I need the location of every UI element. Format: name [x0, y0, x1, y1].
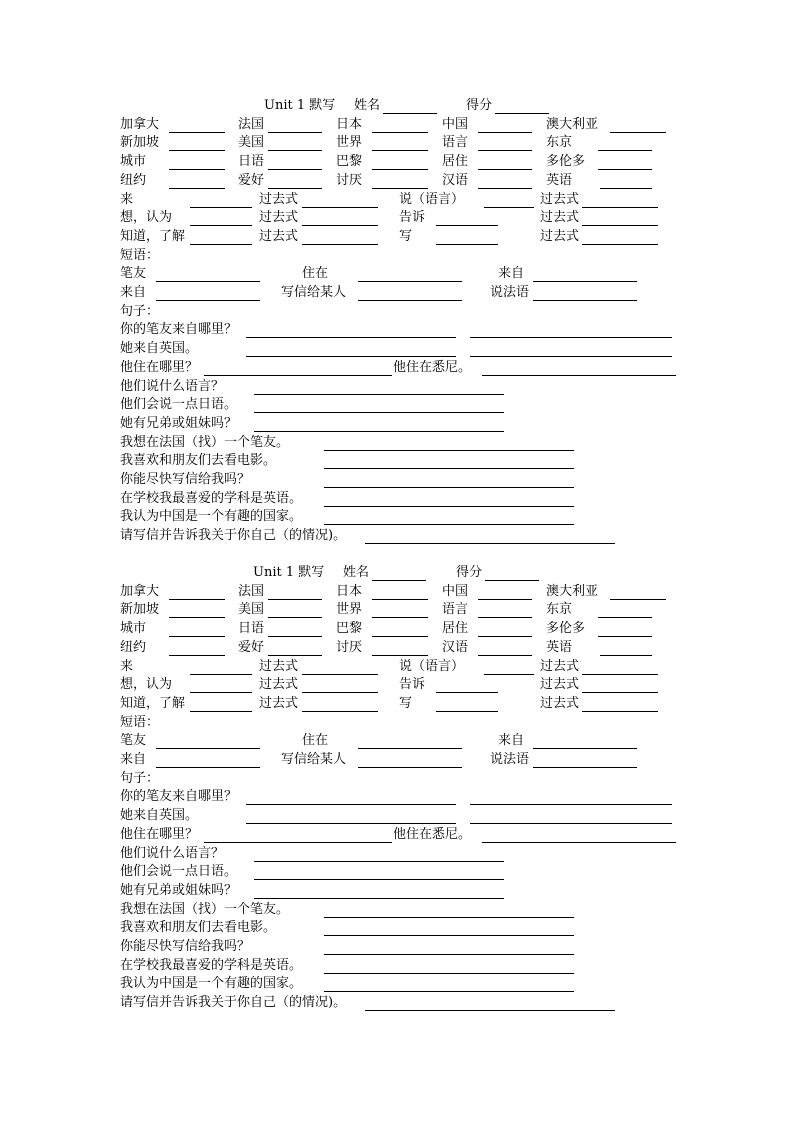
past-tense-field[interactable] [302, 674, 378, 675]
phrase-answer-field[interactable] [533, 300, 637, 301]
sentence-prompt: 他们说什么语言？ [120, 845, 225, 861]
sentence-answer-field[interactable] [246, 804, 456, 805]
vocab-answer-field[interactable] [598, 169, 652, 170]
verb-word: 写 [399, 228, 413, 244]
vocab-word: 东京 [546, 135, 573, 151]
past-tense-label: 过去式 [259, 228, 299, 244]
phrase-prompt: 住在 [302, 266, 329, 282]
past-tense-field[interactable] [582, 674, 658, 675]
sentences-heading: 句子： [120, 770, 160, 786]
vocab-word: 法国 [238, 583, 265, 599]
vocab-word: 居住 [442, 154, 469, 170]
worksheet-copy-2 [0, 467, 794, 1011]
phrase-answer-field[interactable] [156, 300, 260, 301]
vocab-word: 巴黎 [336, 621, 363, 637]
past-tense-field[interactable] [302, 711, 378, 712]
past-tense-label: 过去式 [540, 658, 580, 674]
vocab-word: 语言 [442, 135, 469, 151]
sentence-prompt: 你的笔友来自哪里？ [120, 322, 238, 338]
name-label: 姓名 [354, 98, 381, 113]
sentence-answer-field[interactable] [254, 898, 504, 899]
phrase-prompt: 来自 [498, 266, 525, 282]
vocab-answer-field[interactable] [169, 617, 225, 618]
vocab-word: 讨厌 [336, 172, 363, 188]
vocab-answer-field[interactable] [268, 132, 322, 133]
vocab-word: 汉语 [442, 639, 469, 655]
phrase-prompt: 说法语 [490, 285, 530, 300]
sentence-answer-field[interactable] [470, 337, 672, 338]
past-tense-field[interactable] [302, 244, 378, 245]
phrase-answer-field[interactable] [533, 281, 637, 282]
vocab-answer-field[interactable] [268, 599, 322, 600]
phrases-heading: 短语： [120, 247, 160, 263]
vocab-answer-field[interactable] [372, 188, 428, 189]
vocab-answer-field[interactable] [268, 188, 322, 189]
vocab-word: 城市 [120, 621, 147, 637]
vocab-answer-field[interactable] [169, 132, 225, 133]
verb-word: 写 [399, 695, 413, 711]
past-tense-label: 过去式 [540, 695, 580, 711]
name-field[interactable] [383, 113, 437, 114]
vocab-word: 语言 [442, 602, 469, 618]
past-tense-label: 过去式 [540, 677, 580, 693]
name-label: 姓名 [343, 565, 370, 580]
vocab-word: 日本 [336, 583, 363, 599]
sentence-answer-field[interactable] [365, 1010, 615, 1011]
vocab-answer-field[interactable] [372, 599, 428, 600]
sentence-prompt: 在学校我最喜爱的学科是英语。 [120, 490, 303, 506]
past-tense-field[interactable] [582, 225, 658, 226]
phrase-answer-field[interactable] [358, 748, 462, 749]
sentence-prompt: 你的笔友来自哪里？ [120, 789, 238, 805]
vocab-answer-field[interactable] [169, 599, 225, 600]
vocab-word: 汉语 [442, 172, 469, 188]
past-tense-field[interactable] [302, 225, 378, 226]
sentence-prompt: 我想在法国（找）一个笔友。 [120, 434, 290, 450]
vocab-answer-field[interactable] [372, 150, 428, 151]
past-tense-label: 过去式 [259, 677, 299, 693]
sentence-answer-field[interactable] [482, 842, 676, 843]
sentence-answer-field[interactable] [324, 917, 574, 918]
sentence-answer-field[interactable] [204, 842, 392, 843]
phrase-answer-field[interactable] [358, 300, 462, 301]
past-tense-field[interactable] [582, 692, 658, 693]
sentence-prompt: 我喜欢和朋友们去看电影。 [120, 920, 277, 936]
vocab-answer-field[interactable] [478, 655, 532, 656]
sentence-prompt: 她有兄弟或姐妹吗？ [120, 415, 238, 431]
phrase-prompt: 写信给某人 [281, 752, 347, 767]
vocab-word: 新加坡 [120, 602, 160, 618]
past-tense-label: 过去式 [540, 210, 580, 226]
sentence-prompt: 我想在法国（找）一个笔友。 [120, 901, 290, 917]
score-label: 得分 [456, 565, 483, 580]
vocab-word: 美国 [238, 135, 265, 151]
verb-word: 想，认为 [120, 210, 173, 226]
verb-answer-field[interactable] [190, 711, 252, 712]
vocab-word: 日语 [238, 154, 265, 170]
sentence-prompt: 你能尽快写信给我吗？ [120, 472, 251, 487]
vocab-word: 澳大利亚 [546, 583, 599, 599]
phrase-prompt: 来自 [120, 752, 147, 767]
vocab-answer-field[interactable] [169, 636, 225, 637]
phrase-prompt: 住在 [302, 733, 329, 749]
vocab-answer-field[interactable] [372, 655, 428, 656]
verb-word: 知道，了解 [120, 228, 186, 244]
vocab-word: 多伦多 [546, 154, 586, 170]
verb-answer-field[interactable] [436, 711, 498, 712]
vocab-answer-field[interactable] [372, 169, 428, 170]
vocab-word: 澳大利亚 [546, 116, 599, 132]
sentence-prompt: 他们会说一点日语。 [120, 397, 238, 413]
worksheet-copy-1 [0, 0, 794, 544]
verb-answer-field[interactable] [190, 674, 252, 675]
vocab-word: 爱好 [238, 639, 265, 655]
verb-answer-field[interactable] [436, 692, 498, 693]
vocab-answer-field[interactable] [598, 150, 652, 151]
vocab-word: 东京 [546, 602, 573, 618]
phrase-answer-field[interactable] [358, 767, 462, 768]
sentence-prompt: 他们说什么语言？ [120, 378, 225, 394]
vocab-answer-field[interactable] [478, 636, 532, 637]
vocab-answer-field[interactable] [169, 150, 225, 151]
vocab-answer-field[interactable] [478, 169, 532, 170]
phrase-answer-field[interactable] [156, 767, 260, 768]
sentence-answer-field[interactable] [324, 450, 574, 451]
sentence-answer-field[interactable] [246, 337, 456, 338]
vocab-word: 讨厌 [336, 639, 363, 655]
phrase-answer-field[interactable] [156, 281, 260, 282]
verb-answer-field[interactable] [190, 225, 252, 226]
vocab-answer-field[interactable] [478, 599, 532, 600]
vocab-answer-field[interactable] [268, 617, 322, 618]
verb-word: 说（语言） [399, 191, 465, 207]
past-tense-field[interactable] [302, 692, 378, 693]
sentence-answer-field[interactable] [254, 879, 504, 880]
sentences-heading: 句子： [120, 303, 160, 319]
phrase-prompt: 笔友 [120, 266, 147, 282]
sentence-prompt: 我认为中国是一个有趣的国家。 [120, 509, 303, 525]
sentence-prompt: 他住在哪里？ [120, 359, 199, 375]
sentence-answer-field[interactable] [246, 356, 456, 357]
sentence-prompt: 请写信并告诉我关于你自己（的情况)。 [120, 528, 347, 544]
sentence-prompt: 请写信并告诉我关于你自己（的情况)。 [120, 995, 347, 1011]
vocab-word: 巴黎 [336, 154, 363, 170]
phrase-prompt: 写信给某人 [281, 285, 347, 300]
sentence-answer-field[interactable] [470, 356, 672, 357]
vocab-word: 世界 [336, 602, 363, 618]
sentence-answer-field[interactable] [254, 412, 504, 413]
vocab-word: 多伦多 [546, 621, 586, 637]
vocab-answer-field[interactable] [372, 636, 428, 637]
sentence-prompt: 他住在哪里？ [120, 826, 199, 842]
verb-answer-field[interactable] [436, 244, 498, 245]
sentence-prompt: 我认为中国是一个有趣的国家。 [120, 976, 303, 992]
vocab-answer-field[interactable] [372, 132, 428, 133]
phrase-answer-field[interactable] [156, 748, 260, 749]
past-tense-field[interactable] [582, 711, 658, 712]
sentence-prompt: 他住在悉尼。 [393, 826, 472, 842]
vocab-answer-field[interactable] [268, 655, 322, 656]
past-tense-field[interactable] [582, 207, 658, 208]
past-tense-field[interactable] [302, 207, 378, 208]
sentence-prompt: 他住在悉尼。 [393, 359, 472, 375]
sentence-answer-field[interactable] [324, 935, 574, 936]
worksheet-title: Unit 1 默写 [253, 565, 325, 580]
phrase-prompt: 说法语 [490, 752, 530, 767]
vocab-answer-field[interactable] [268, 169, 322, 170]
vocab-word: 居住 [442, 621, 469, 637]
vocab-word: 日语 [238, 621, 265, 637]
sentence-prompt: 他们会说一点日语。 [120, 864, 238, 880]
vocab-word: 美国 [238, 602, 265, 618]
sentence-prompt: 她有兄弟或姐妹吗？ [120, 882, 238, 898]
sentence-prompt: 她来自英国。 [120, 341, 199, 357]
past-tense-label: 过去式 [540, 191, 580, 207]
vocab-word: 纽约 [120, 172, 147, 188]
sentence-answer-field[interactable] [254, 394, 504, 395]
sentence-answer-field[interactable] [470, 804, 672, 805]
sentence-prompt: 在学校我最喜爱的学科是英语。 [120, 957, 303, 973]
vocab-word: 加拿大 [120, 116, 160, 132]
sentence-answer-field[interactable] [254, 861, 504, 862]
vocab-answer-field[interactable] [478, 150, 532, 151]
phrase-prompt: 来自 [498, 733, 525, 749]
vocab-word: 英语 [546, 172, 573, 188]
verb-word: 说（语言） [399, 658, 465, 674]
vocab-word: 加拿大 [120, 583, 160, 599]
sentence-answer-field[interactable] [482, 375, 676, 376]
vocab-answer-field[interactable] [169, 188, 225, 189]
past-tense-label: 过去式 [259, 210, 299, 226]
phrase-prompt: 笔友 [120, 733, 147, 749]
vocab-word: 日本 [336, 116, 363, 132]
vocab-word: 英语 [546, 639, 573, 655]
verb-answer-field[interactable] [436, 225, 498, 226]
phrase-answer-field[interactable] [358, 281, 462, 282]
vocab-word: 世界 [336, 135, 363, 151]
sentence-answer-field[interactable] [324, 973, 574, 974]
sentence-answer-field[interactable] [324, 991, 574, 992]
verb-word: 来 [120, 191, 134, 207]
name-field[interactable] [372, 580, 426, 581]
vocab-answer-field[interactable] [268, 150, 322, 151]
vocab-answer-field[interactable] [598, 636, 652, 637]
vocab-answer-field[interactable] [600, 188, 652, 189]
verb-word: 知道，了解 [120, 695, 186, 711]
vocab-word: 城市 [120, 154, 147, 170]
verb-answer-field[interactable] [190, 692, 252, 693]
sentence-answer-field[interactable] [254, 431, 504, 432]
verb-answer-field[interactable] [190, 244, 252, 245]
sentence-answer-field[interactable] [470, 823, 672, 824]
phrases-heading: 短语： [120, 714, 160, 730]
verb-word: 想，认为 [120, 677, 173, 693]
past-tense-label: 过去式 [259, 191, 299, 207]
verb-word: 告诉 [399, 210, 426, 226]
past-tense-field[interactable] [582, 244, 658, 245]
vocab-answer-field[interactable] [268, 636, 322, 637]
sentence-prompt: 你能尽快写信给我吗？ [120, 939, 251, 954]
past-tense-label: 过去式 [259, 658, 299, 674]
sentence-answer-field[interactable] [324, 954, 574, 955]
sentence-answer-field[interactable] [246, 823, 456, 824]
vocab-answer-field[interactable] [610, 132, 666, 133]
vocab-answer-field[interactable] [600, 655, 652, 656]
score-field[interactable] [495, 113, 549, 114]
vocab-word: 中国 [442, 583, 469, 599]
vocab-word: 法国 [238, 116, 265, 132]
vocab-answer-field[interactable] [610, 599, 666, 600]
vocab-word: 中国 [442, 116, 469, 132]
verb-word: 告诉 [399, 677, 426, 693]
vocab-answer-field[interactable] [169, 655, 225, 656]
phrase-answer-field[interactable] [533, 748, 637, 749]
vocab-word: 爱好 [238, 172, 265, 188]
verb-answer-field[interactable] [190, 207, 252, 208]
vocab-answer-field[interactable] [478, 188, 532, 189]
vocab-answer-field[interactable] [598, 617, 652, 618]
vocab-answer-field[interactable] [478, 617, 532, 618]
past-tense-label: 过去式 [540, 228, 580, 244]
sentence-answer-field[interactable] [204, 375, 392, 376]
sentence-prompt: 我喜欢和朋友们去看电影。 [120, 453, 277, 469]
vocab-word: 纽约 [120, 639, 147, 655]
vocab-answer-field[interactable] [169, 169, 225, 170]
vocab-answer-field[interactable] [372, 617, 428, 618]
worksheet-title: Unit 1 默写 [264, 98, 336, 113]
score-label: 得分 [466, 98, 493, 113]
verb-answer-field[interactable] [484, 207, 534, 208]
vocab-answer-field[interactable] [478, 132, 532, 133]
phrase-answer-field[interactable] [533, 767, 637, 768]
phrase-prompt: 来自 [120, 285, 147, 300]
sentence-prompt: 她来自英国。 [120, 808, 199, 824]
verb-answer-field[interactable] [484, 674, 534, 675]
past-tense-label: 过去式 [259, 695, 299, 711]
vocab-word: 新加坡 [120, 135, 160, 151]
score-field[interactable] [485, 580, 539, 581]
verb-word: 来 [120, 658, 134, 674]
